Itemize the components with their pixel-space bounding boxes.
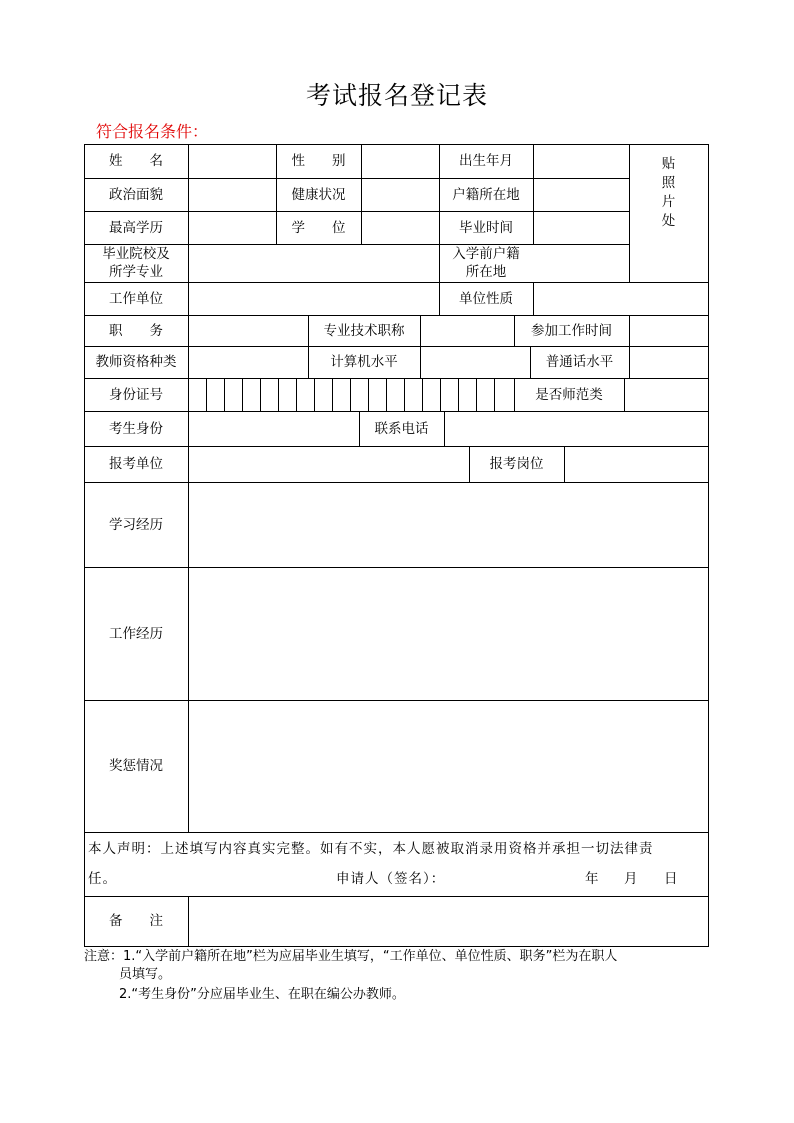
computer-field[interactable] (420, 346, 530, 378)
label-degree: 学 位 (291, 219, 346, 236)
id-number-field[interactable] (188, 378, 514, 411)
position-field[interactable] (188, 315, 308, 346)
label-birth: 出生年月 (459, 153, 513, 169)
label-unit-type: 单位性质 (459, 290, 513, 307)
label-tech-title: 专业技术职称 (323, 322, 405, 339)
label-work-unit: 工作单位 (109, 290, 163, 307)
study-field[interactable] (188, 482, 708, 567)
photo-label-char: 片 (661, 194, 676, 210)
note-line2: 员填写。 (119, 967, 172, 982)
mandarin-field[interactable] (629, 346, 708, 378)
signature-field[interactable] (460, 866, 570, 890)
apply-post-field[interactable] (564, 446, 708, 482)
hukou-field[interactable] (533, 178, 629, 211)
label-grad-time: 毕业时间 (459, 219, 513, 236)
note-line3: 2.“考生身份”分应届毕业生、在职在编公办教师。 (119, 987, 405, 1002)
label-name: 姓 名 (109, 153, 163, 169)
page-title: 考试报名登记表 (305, 81, 488, 110)
label-identity: 考生身份 (109, 420, 163, 437)
label-pre-hukou-line2: 所在地 (465, 264, 507, 280)
apply-unit-field[interactable] (188, 446, 469, 482)
label-gender: 性 别 (291, 153, 346, 169)
education-field[interactable] (188, 211, 276, 244)
work-start-field[interactable] (629, 315, 708, 346)
label-work: 工作经历 (109, 625, 163, 642)
declaration-line1: 本人声明：上述填写内容真实完整。如有不实，本人愿被取消录用资格并承担一切法律责 (88, 841, 654, 857)
photo-label-char: 照 (661, 175, 676, 191)
label-awards: 奖惩情况 (109, 758, 163, 774)
month-label: 月 (624, 871, 639, 887)
degree-field[interactable] (361, 211, 439, 244)
declaration-line2: 任。 (88, 871, 117, 887)
unit-type-field[interactable] (533, 282, 708, 315)
label-remarks: 备 注 (109, 913, 163, 929)
work-unit-field[interactable] (188, 282, 439, 315)
grad-time-field[interactable] (533, 211, 629, 244)
label-education: 最高学历 (109, 219, 163, 236)
work-field[interactable] (188, 567, 708, 700)
label-mandarin: 普通话水平 (545, 354, 614, 370)
health-field[interactable] (361, 178, 439, 211)
label-school-line2: 所学专业 (109, 264, 163, 280)
label-normal-major: 是否师范类 (535, 386, 603, 403)
label-computer: 计算机水平 (330, 354, 398, 370)
photo-label-char: 贴 (661, 156, 676, 172)
label-apply-post: 报考岗位 (489, 456, 544, 472)
label-pre-hukou (439, 244, 533, 282)
school-major-field[interactable] (188, 244, 439, 282)
politics-field[interactable] (188, 178, 276, 211)
eligibility-label: 符合报名条件： (96, 122, 209, 141)
phone-field[interactable] (444, 411, 708, 446)
remarks-field[interactable] (188, 896, 708, 946)
tech-title-field[interactable] (420, 315, 514, 346)
normal-major-field[interactable] (624, 378, 708, 411)
identity-field[interactable] (188, 411, 359, 446)
day-label: 日 (664, 871, 679, 887)
teacher-cert-field[interactable] (188, 346, 308, 378)
label-school-major (84, 244, 188, 282)
label-position: 职 务 (109, 322, 163, 339)
table-border-right (708, 144, 709, 947)
label-phone: 联系电话 (374, 420, 429, 437)
pre-hukou-field[interactable] (533, 244, 629, 282)
birth-field[interactable] (533, 144, 629, 178)
label-id-number: 身份证号 (109, 386, 163, 403)
photo-label-char: 处 (661, 213, 676, 229)
label-work-start: 参加工作时间 (531, 322, 612, 339)
label-apply-unit: 报考单位 (109, 456, 163, 472)
table-border-bottom (84, 946, 709, 947)
label-teacher-cert: 教师资格种类 (95, 354, 177, 370)
year-label: 年 (585, 871, 600, 887)
signer-label: 申请人（签名）： (336, 871, 446, 887)
label-health: 健康状况 (291, 186, 346, 203)
photo-area[interactable] (629, 144, 708, 282)
name-field[interactable] (188, 144, 276, 178)
row-divider (84, 832, 709, 833)
awards-field[interactable] (188, 700, 708, 832)
label-politics: 政治面貌 (109, 186, 163, 203)
label-pre-hukou-line1: 入学前户籍 (452, 246, 520, 262)
label-hukou: 户籍所在地 (452, 186, 520, 203)
label-school-line1: 毕业院校及 (102, 246, 170, 262)
gender-field[interactable] (361, 144, 439, 178)
note-line1: 注意：1.“入学前户籍所在地”栏为应届毕业生填写，“工作单位、单位性质、职务”栏为在职人 (84, 949, 618, 964)
label-study: 学习经历 (109, 516, 163, 533)
